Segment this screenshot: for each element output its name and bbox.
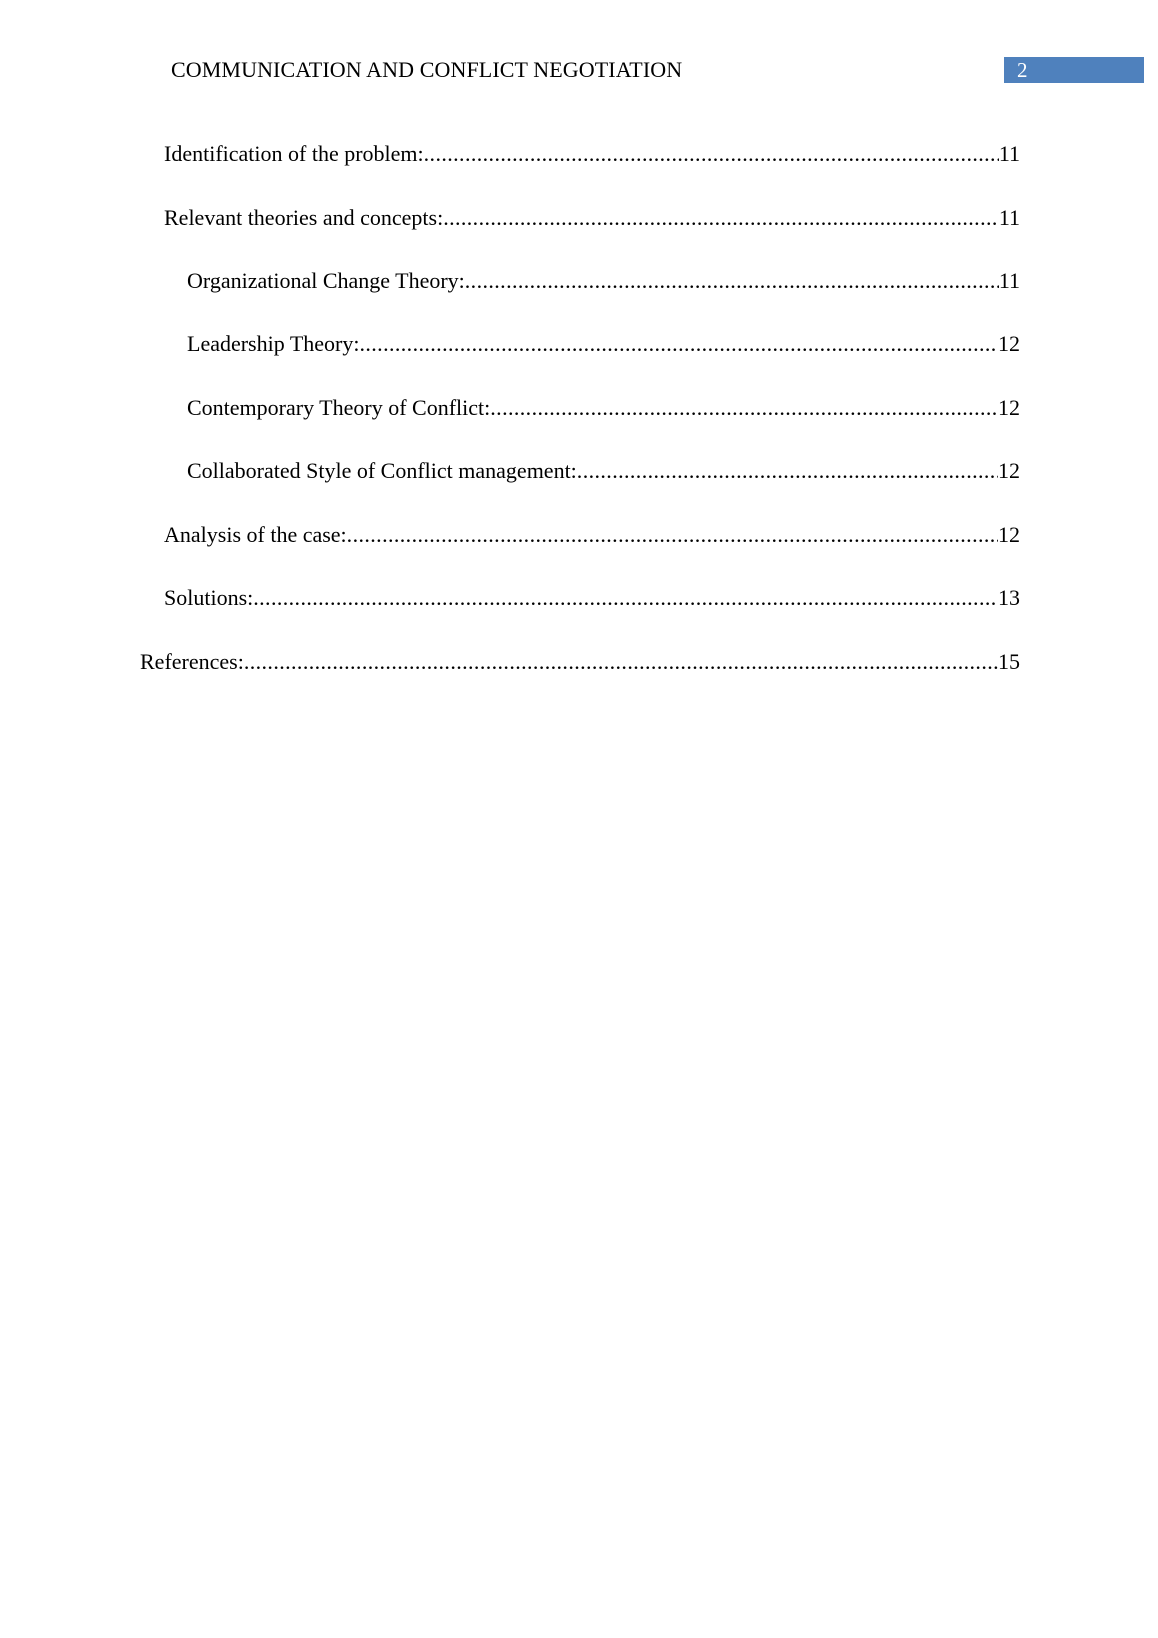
toc-entry-page: 13 [998, 585, 1020, 610]
toc-entry-page: 11 [998, 205, 1020, 230]
toc-entry-leadership-theory[interactable] [187, 329, 1020, 359]
toc-dot-leader [424, 139, 999, 169]
toc-dot-leader [577, 456, 998, 486]
toc-entry-identification-of-the-problem[interactable] [164, 139, 1020, 169]
toc-entry-page: 12 [998, 395, 1020, 420]
toc-entry-analysis-of-the-case[interactable] [164, 520, 1020, 550]
toc-entry-label: Solutions: [164, 585, 254, 610]
running-header-title: COMMUNICATION AND CONFLICT NEGOTIATION [171, 57, 683, 82]
toc-entry-relevant-theories[interactable] [164, 203, 1020, 233]
toc-entry-label: Relevant theories and concepts: [164, 205, 444, 230]
toc-dot-leader [347, 520, 998, 550]
toc-entry-label: Collaborated Style of Conflict management: [187, 458, 577, 483]
page-number-badge [1004, 57, 1144, 83]
toc-entry-collaborated-style[interactable] [187, 456, 1020, 486]
toc-dot-leader [465, 266, 999, 296]
toc-entry-label: Contemporary Theory of Conflict: [187, 395, 491, 420]
toc-dot-leader [244, 647, 998, 677]
toc-entry-label: Leadership Theory: [187, 331, 360, 356]
toc-dot-leader [490, 393, 998, 423]
toc-entry-label: References: [140, 649, 244, 674]
toc-entry-label: Organizational Change Theory: [187, 268, 465, 293]
toc-entry-organizational-change-theory[interactable] [187, 266, 1020, 296]
toc-dot-leader [359, 329, 998, 359]
toc-entry-solutions[interactable] [164, 583, 1020, 613]
toc-entry-label: Identification of the problem: [164, 141, 424, 166]
toc-entry-page: 12 [998, 458, 1020, 483]
toc-entry-contemporary-theory-of-conflict[interactable] [187, 393, 1020, 423]
toc-dot-leader [253, 583, 998, 613]
toc-entry-page: 12 [998, 522, 1020, 547]
toc-entry-page: 15 [998, 649, 1020, 674]
toc-dot-leader [443, 203, 999, 233]
toc-entry-label: Analysis of the case: [164, 522, 347, 547]
toc-entry-page: 11 [998, 141, 1020, 166]
toc-entry-page: 11 [998, 268, 1020, 293]
page-number: 2 [1017, 58, 1028, 82]
toc-entry-page: 12 [998, 331, 1020, 356]
toc-entry-references[interactable] [140, 647, 1020, 677]
